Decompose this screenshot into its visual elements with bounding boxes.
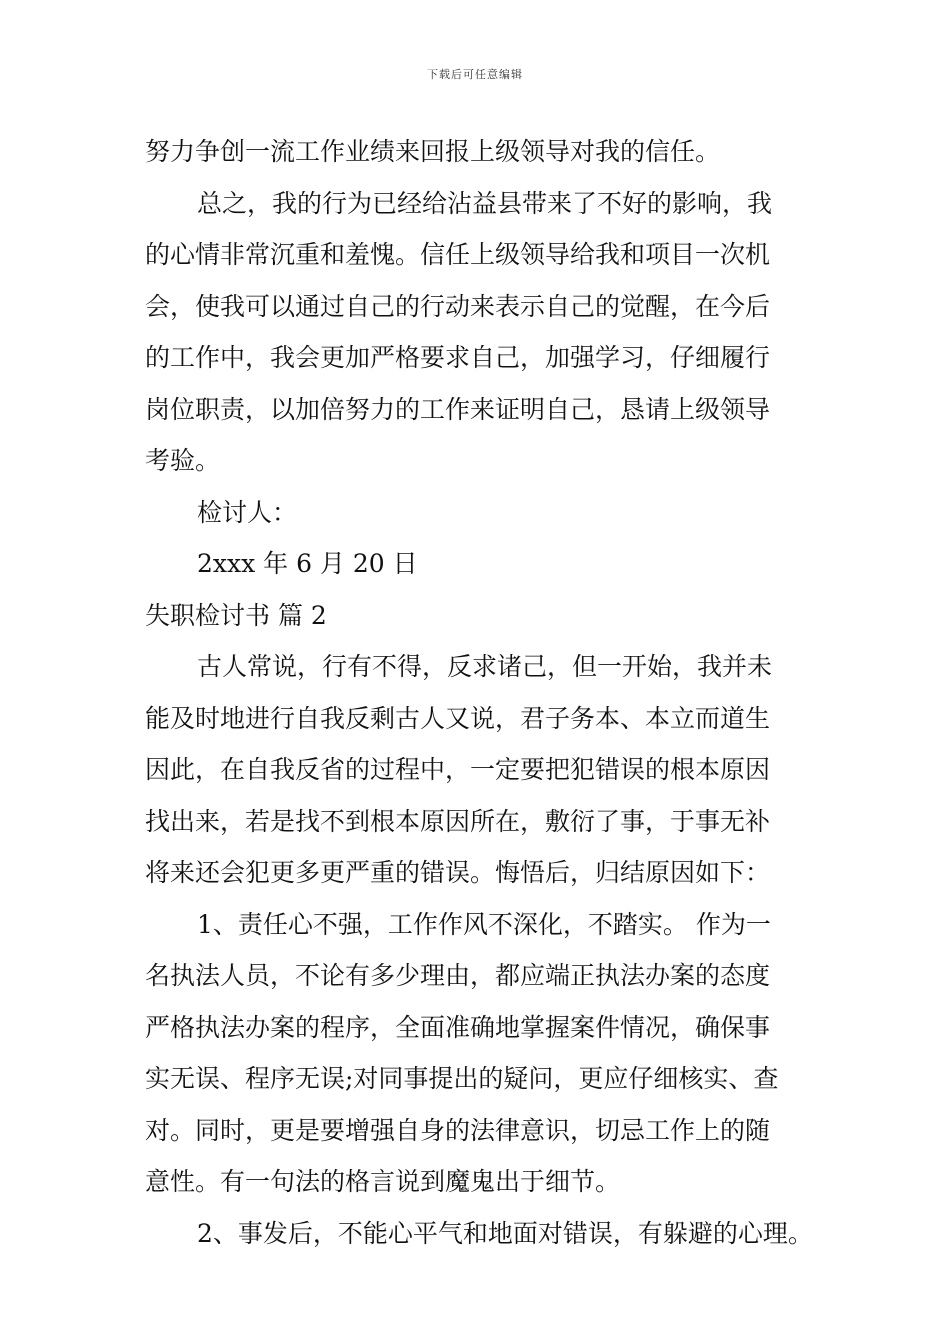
date-line: 2xxx 年 6 月 20 日 [197, 549, 418, 578]
text-line: 实无误、程序无误;对同事提出的疑问，更应仔细核实、查 [145, 1064, 779, 1093]
text-line: 能及时地进行自我反剩古人又说，君子务本、本立而道生 [145, 703, 771, 733]
text-line: 找出来，若是找不到根本原因所在，敷衍了事，于事无补 [145, 806, 771, 836]
text-line: 努力争创一流工作业绩来回报上级领导对我的信任。 [145, 137, 721, 166]
text-line: 古人常说，行有不得，反求诸己，但一开始，我并未 [197, 652, 773, 681]
page-header: 下载后可任意编辑 [427, 68, 523, 81]
text-line: 的工作中，我会更加严格要求自己，加强学习，仔细履行 [145, 343, 771, 372]
text-line: 会，使我可以通过自己的行动来表示自己的觉醒，在今后 [145, 291, 771, 321]
text-line: 严格执法办案的程序，全面准确地掌握案件情况，确保事 [145, 1012, 771, 1042]
text-line: 总之，我的行为已经给沾益县带来了不好的影响，我 [197, 188, 773, 218]
text-line: 考验。 [145, 446, 221, 475]
text-line: 对。同时，更是要增强自身的法律意识，切忌工作上的随 [145, 1115, 771, 1145]
text-line: 意性。有一句法的格言说到魔鬼出于细节。 [145, 1167, 621, 1196]
text-line: 2、事发后，不能心平气和地面对错误，有躲避的心理。 [197, 1218, 813, 1248]
signature-label: 检讨人： [197, 497, 298, 527]
text-line: 将来还会犯更多更严重的错误。悔悟后，归结原因如下： [145, 858, 771, 887]
text-line: 岗位职责，以加倍努力的工作来证明自己，恳请上级领导 [145, 394, 771, 424]
text-line: 因此，在自我反省的过程中，一定要把犯错误的根本原因 [145, 755, 771, 784]
document-body [145, 126, 835, 1259]
text-line: 的心情非常沉重和羞愧。信任上级领导给我和项目一次机 [145, 240, 771, 269]
text-line: 名执法人员，不论有多少理由，都应端正执法办案的态度 [145, 961, 771, 990]
section-title: 失职检讨书 篇 2 [145, 600, 327, 630]
text-line: 1、责任心不强，工作作风不深化，不踏实。 作为一 [197, 909, 771, 939]
